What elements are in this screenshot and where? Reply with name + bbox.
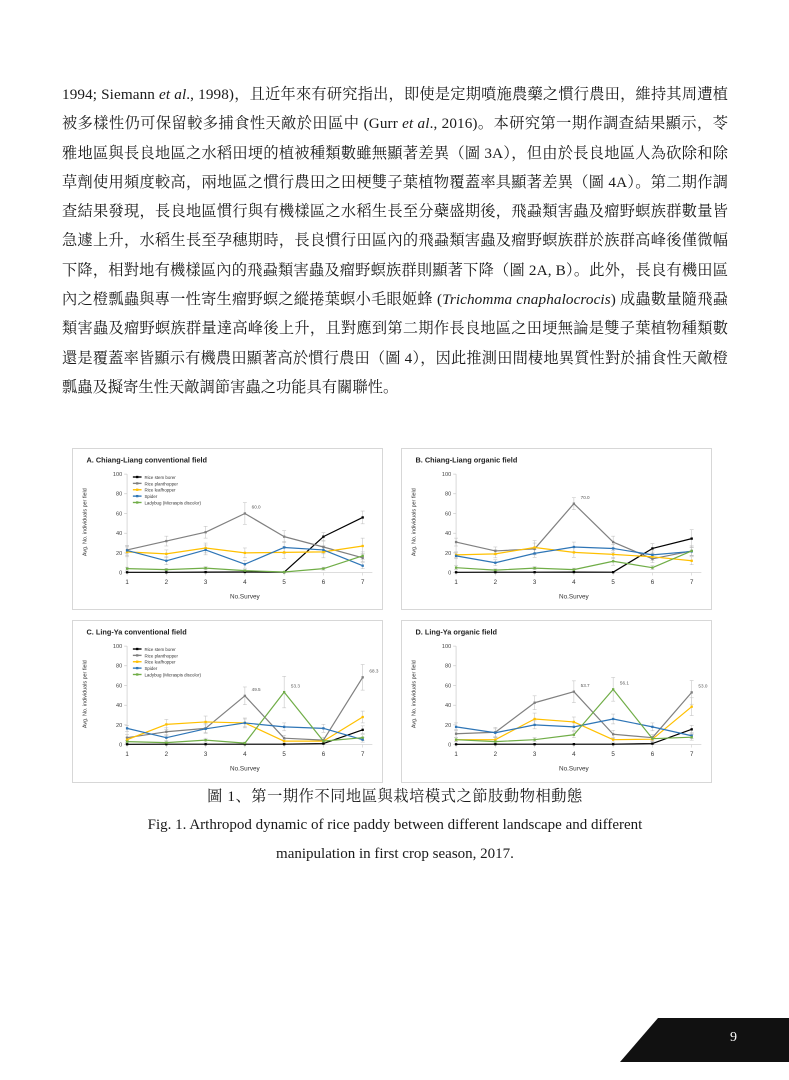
data-label: 49.5 xyxy=(251,687,261,693)
page-number-banner xyxy=(620,1018,789,1062)
x-tick-label: 3 xyxy=(532,579,537,587)
y-tick-label: 0 xyxy=(119,742,123,749)
x-tick-label: 1 xyxy=(454,751,458,759)
chart-panel-a xyxy=(72,448,383,610)
y-tick-label: 60 xyxy=(445,683,452,690)
legend-label: Rice planthopper xyxy=(144,653,179,659)
legend-label: Rice planthopper xyxy=(144,481,179,487)
x-tick-label: 3 xyxy=(203,579,208,587)
y-tick-label: 80 xyxy=(445,491,452,498)
y-tick-label: 0 xyxy=(119,570,123,577)
y-axis-label: Avg. No. individuals per field xyxy=(82,660,89,729)
caption-chinese: 圖 1、第一期作不同地區與栽培模式之節肢動物相動態 xyxy=(207,788,583,805)
x-tick-label: 2 xyxy=(493,579,498,587)
chart-title: C. Ling-Ya conventional field xyxy=(86,627,187,637)
chart-panel-d xyxy=(401,620,712,782)
x-axis-label: No.Survey xyxy=(559,765,589,773)
legend-label: Ladybug (Micraspis discolor) xyxy=(144,672,201,678)
x-tick-label: 7 xyxy=(689,579,694,587)
figure-caption xyxy=(62,784,728,868)
x-tick-label: 5 xyxy=(282,579,286,587)
x-tick-label: 6 xyxy=(650,579,655,587)
paragraph-text xyxy=(62,80,728,402)
x-axis-label: No.Survey xyxy=(559,593,589,601)
paragraph-run-1: 1994; Siemann xyxy=(62,86,160,103)
y-tick-label: 0 xyxy=(448,570,452,577)
y-tick-label: 80 xyxy=(445,664,452,671)
y-tick-label: 20 xyxy=(445,723,452,730)
y-tick-label: 60 xyxy=(445,511,452,518)
x-tick-label: 3 xyxy=(203,751,208,759)
y-tick-label: 80 xyxy=(116,491,123,498)
page-number: 9 xyxy=(730,1030,737,1045)
paragraph-run-3: ., 2016)。本研究第一期作調查結果顯示，苓雅地區與長良地區之水稻田埂的植被種類數雖無顯著差異（圖 3A），但由於長良地區人為砍除和除草劑使用頻度較高，兩地區之慣行農田之田梗雙子葉植物覆蓋率具顯著差異（圖 4A）。第二期作調查結果發現，長良地區慣行與有機樣區之水稻生長至分蘗盛期後，飛蝨類害蟲及瘤野螟族群數量皆急遽上升，水稻生長至孕穗期時，長良慣行田區內的飛蝨類害蟲及瘤野螟族群於族群高峰後僅微幅下降，相對地有機樣區內的飛蝨類害蟲及瘤野螟族群則顯著下降（圖 2A, B）。此外，長良有機田區內之橙瓢蟲與專一性寄生瘤野螟之縱捲葉螟小毛眼姬蜂 ( xyxy=(62,115,728,309)
x-tick-label: 1 xyxy=(125,579,129,587)
legend-label: Rice leafhopper xyxy=(144,487,176,493)
caption-english-line-2: manipulation in first crop season, 2017. xyxy=(276,846,514,862)
x-tick-label: 7 xyxy=(689,751,694,759)
x-tick-label: 1 xyxy=(454,579,458,587)
chart-grid xyxy=(72,448,712,780)
x-tick-label: 2 xyxy=(493,751,498,759)
legend-label: Ladybug (Micraspis discolor) xyxy=(144,500,201,506)
x-tick-label: 7 xyxy=(360,579,365,587)
data-label: 70.0 xyxy=(580,494,590,500)
y-tick-label: 100 xyxy=(441,472,452,479)
x-tick-label: 5 xyxy=(611,579,615,587)
body-paragraph xyxy=(62,80,728,402)
y-axis-label: Avg. No. individuals per field xyxy=(411,488,418,557)
chart-title: A. Chiang-Liang conventional field xyxy=(86,455,208,465)
y-tick-label: 20 xyxy=(116,723,123,730)
data-label: 53.0 xyxy=(698,683,708,689)
legend-label: Spider xyxy=(144,494,158,500)
x-axis-label: No.Survey xyxy=(230,593,260,601)
x-tick-label: 4 xyxy=(243,579,247,587)
species-name-italic: Trichomma cnaphalocrocis xyxy=(442,291,611,309)
latin-italic-etal-1: et al xyxy=(159,86,187,103)
latin-italic-etal-2: et al xyxy=(402,115,430,133)
y-tick-label: 0 xyxy=(448,742,452,749)
y-tick-label: 20 xyxy=(445,550,452,557)
legend-label: Rice leafhopper xyxy=(144,659,176,665)
chart-panel-b xyxy=(401,448,712,610)
y-tick-label: 40 xyxy=(116,703,123,710)
y-tick-label: 40 xyxy=(445,703,452,710)
y-tick-label: 40 xyxy=(445,531,452,538)
y-tick-label: 100 xyxy=(112,472,123,479)
x-tick-label: 2 xyxy=(164,579,169,587)
x-tick-label: 6 xyxy=(321,751,326,759)
y-tick-label: 40 xyxy=(116,531,123,538)
paragraph-run-2: ., 1998)，且近年來有研究指出，即使是定期噴施農藥之慣行農田，維持其周遭植被多樣性仍可保留較多捕食性天敵於田區中 (Gurr xyxy=(62,86,729,133)
x-tick-label: 4 xyxy=(572,751,576,759)
x-tick-label: 2 xyxy=(164,751,169,759)
y-tick-label: 60 xyxy=(116,683,123,690)
x-tick-label: 5 xyxy=(611,751,615,759)
y-tick-label: 60 xyxy=(116,511,123,518)
paragraph-run-4: ) 成蟲數量隨飛蝨類害蟲及瘤野螟族群量達高峰後上升，且對應到第二期作長良地區之田埂無論是雙子葉植物種類數還是覆蓋率皆顯示有機農田顯著高於慣行農田（圖 4），因此推測田間棲地異質性對於捕食性天敵橙瓢蟲及擬寄生性天敵調節害蟲之功能具有關聯性。 xyxy=(62,291,728,396)
figure-1 xyxy=(72,448,712,780)
legend-label: Rice stem borer xyxy=(144,474,176,480)
chart-title: B. Chiang-Liang organic field xyxy=(415,455,518,465)
data-label: 60.0 xyxy=(251,504,261,510)
x-tick-label: 3 xyxy=(532,751,537,759)
x-tick-label: 4 xyxy=(243,751,247,759)
y-axis-label: Avg. No. individuals per field xyxy=(82,488,89,557)
legend-label: Rice stem borer xyxy=(144,647,176,653)
x-tick-label: 5 xyxy=(282,751,286,759)
x-axis-label: No.Survey xyxy=(230,765,260,773)
chart-title: D. Ling-Ya organic field xyxy=(415,627,497,637)
y-axis-label: Avg. No. individuals per field xyxy=(411,660,418,729)
x-tick-label: 6 xyxy=(321,579,326,587)
data-label: 53.3 xyxy=(290,683,300,689)
y-tick-label: 100 xyxy=(112,644,123,651)
chart-panel-c xyxy=(72,620,383,782)
legend-label: Spider xyxy=(144,666,158,672)
data-label: 68.3 xyxy=(369,668,379,674)
data-label: 56.1 xyxy=(619,680,629,686)
y-tick-label: 20 xyxy=(116,550,123,557)
caption-english-line-1: Fig. 1. Arthropod dynamic of rice paddy between different landscape and different xyxy=(147,817,643,833)
x-tick-label: 1 xyxy=(125,751,129,759)
y-tick-label: 80 xyxy=(116,664,123,671)
y-tick-label: 100 xyxy=(441,644,452,651)
x-tick-label: 6 xyxy=(650,751,655,759)
x-tick-label: 4 xyxy=(572,579,576,587)
data-label: 53.7 xyxy=(580,683,590,689)
x-tick-label: 7 xyxy=(360,751,365,759)
